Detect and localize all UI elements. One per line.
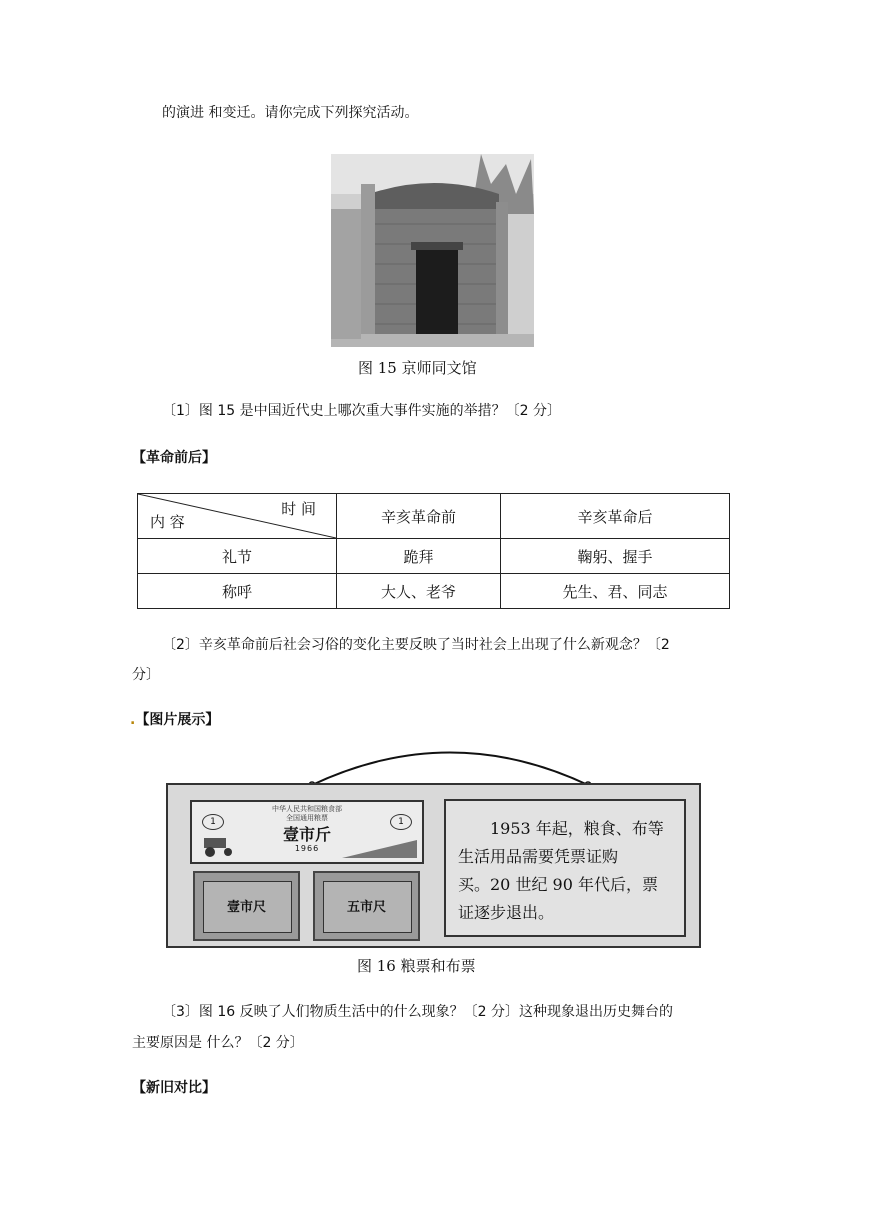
figure15-caption: 图 15 京师同文馆 [358,359,477,377]
cloth-ticket [193,871,300,941]
section-heading-revolution: 【革命前后】 [132,450,216,466]
table-row [138,539,730,574]
note-line: 买。20 世纪 90 年代后，票 [458,875,658,894]
note-line: 1953 年起，粮食、布等 [490,819,664,838]
grain-ticket-subheader: 全国通用粮票 [286,814,328,822]
row-before: 大人、老爷 [337,574,501,609]
grain-ticket-corner-left: 1 [202,814,224,830]
column-header-after: 辛亥革命后 [501,494,730,539]
question-3-line2: 主要原因是 什么？〔2 分〕 [132,1035,304,1051]
tongwenguan-photo [331,154,534,347]
grain-ticket [190,800,424,864]
question-1: 〔1〕图 15 是中国近代史上哪次重大事件实施的举措？〔2 分〕 [162,403,561,419]
question-2-line2: 分〕 [132,667,160,683]
section-heading-compare: 【新旧对比】 [132,1080,216,1096]
row-item: 称呼 [138,574,337,609]
intro-text: 的演进 和变迁。请你完成下列探究活动。 [162,105,419,121]
corner-time-label: 时 间 [281,500,316,518]
table-row [138,574,730,609]
corner-content-label: 内 容 [150,513,185,531]
column-header-before: 辛亥革命前 [337,494,501,539]
grain-ticket-year: 1966 [294,844,320,853]
row-after: 先生、君、同志 [501,574,730,609]
question-3-line1: 〔3〕图 16 反映了人们物质生活中的什么现象？〔2 分〕这种现象退出历史舞台的 [162,1004,673,1020]
row-before: 跪拜 [337,539,501,574]
figure16-caption: 图 16 粮票和布票 [357,957,476,975]
table-corner-cell [138,494,337,539]
cloth-ticket [313,871,420,941]
table-header-row [138,494,730,539]
grain-ticket-denomination: 壹市斤 [282,825,331,844]
row-item: 礼节 [138,539,337,574]
grain-ticket-corner-right: 1 [390,814,412,830]
customs-table [137,493,730,609]
cloth-ticket-denomination: 壹市尺 [226,900,266,915]
cloth-ticket-denomination: 五市尺 [346,900,386,915]
wheat-field-icon [342,836,417,858]
row-after: 鞠躬、握手 [501,539,730,574]
ration-note [444,799,686,937]
question-2-line1: 〔2〕辛亥革命前后社会习俗的变化主要反映了当时社会上出现了什么新观念？〔2 [162,637,670,653]
section-heading-pictures: .【图片展示】 [130,712,220,728]
note-line: 证逐步退出。 [458,903,555,922]
note-line: 生活用品需要凭票证购 [458,847,619,866]
tractor-icon [200,832,240,858]
grain-ticket-header: 中华人民共和国粮食部 [272,805,342,813]
